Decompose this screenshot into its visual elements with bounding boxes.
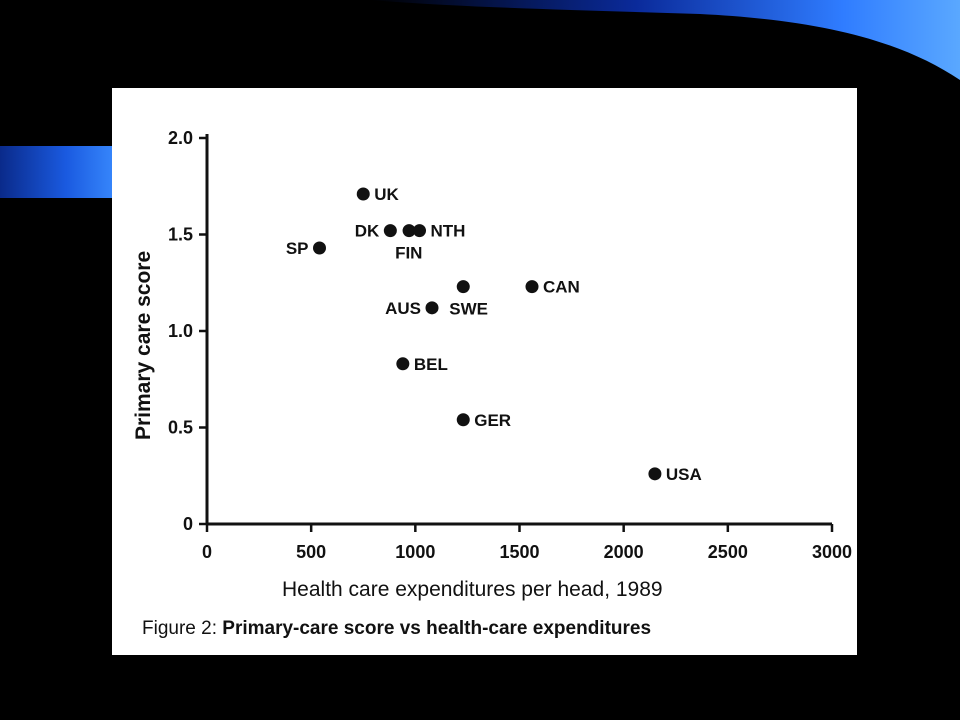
y-tick-label: 1.5 (167, 224, 193, 245)
data-points (286, 185, 702, 484)
data-point (457, 413, 470, 426)
point-label: BEL (413, 354, 448, 374)
point-label: DK (354, 221, 380, 241)
data-point (384, 224, 397, 237)
point-label: USA (665, 464, 702, 484)
x-tick-label: 2000 (603, 542, 644, 562)
point-label: AUS (385, 298, 421, 318)
data-point (413, 224, 426, 237)
point-label: UK (374, 184, 399, 204)
x-tick-label: 1500 (499, 542, 540, 562)
y-ticks (168, 128, 207, 534)
figure-caption (142, 618, 651, 640)
data-point (526, 280, 539, 293)
decorative-swoosh (0, 0, 960, 90)
data-point (357, 187, 370, 200)
x-ticks (202, 524, 852, 562)
data-point (648, 467, 661, 480)
y-tick-label: 0.5 (167, 417, 193, 438)
figure-panel (112, 88, 857, 655)
point-label: CAN (543, 277, 580, 297)
point-label: FIN (395, 243, 423, 263)
point-label: GER (474, 410, 512, 430)
scatter-chart (112, 88, 857, 608)
caption-prefix: Figure 2: (142, 618, 217, 639)
decorative-blue-bar (0, 146, 120, 198)
point-label: SP (285, 239, 309, 259)
x-tick-label: 500 (296, 542, 327, 562)
data-point (426, 301, 439, 314)
x-tick-label: 3000 (811, 542, 853, 562)
y-tick-label: 0 (182, 514, 193, 534)
y-tick-label: 1.0 (167, 321, 193, 341)
data-point (457, 280, 470, 293)
x-tick-label: 2500 (707, 542, 748, 562)
point-label: NTH (430, 221, 466, 241)
y-axis-label: Primary care score (132, 250, 155, 440)
point-label: SWE (449, 299, 488, 319)
x-axis-label: Health care expenditures per head, 1989 (282, 578, 663, 601)
data-point (313, 242, 326, 255)
x-tick-label: 1000 (395, 542, 436, 562)
y-tick-label: 2.0 (167, 128, 193, 148)
x-tick-label: 0 (201, 542, 213, 562)
axes (207, 134, 832, 524)
data-point (396, 357, 409, 370)
caption-title: Primary-care score vs health-care expenditures (222, 618, 652, 639)
